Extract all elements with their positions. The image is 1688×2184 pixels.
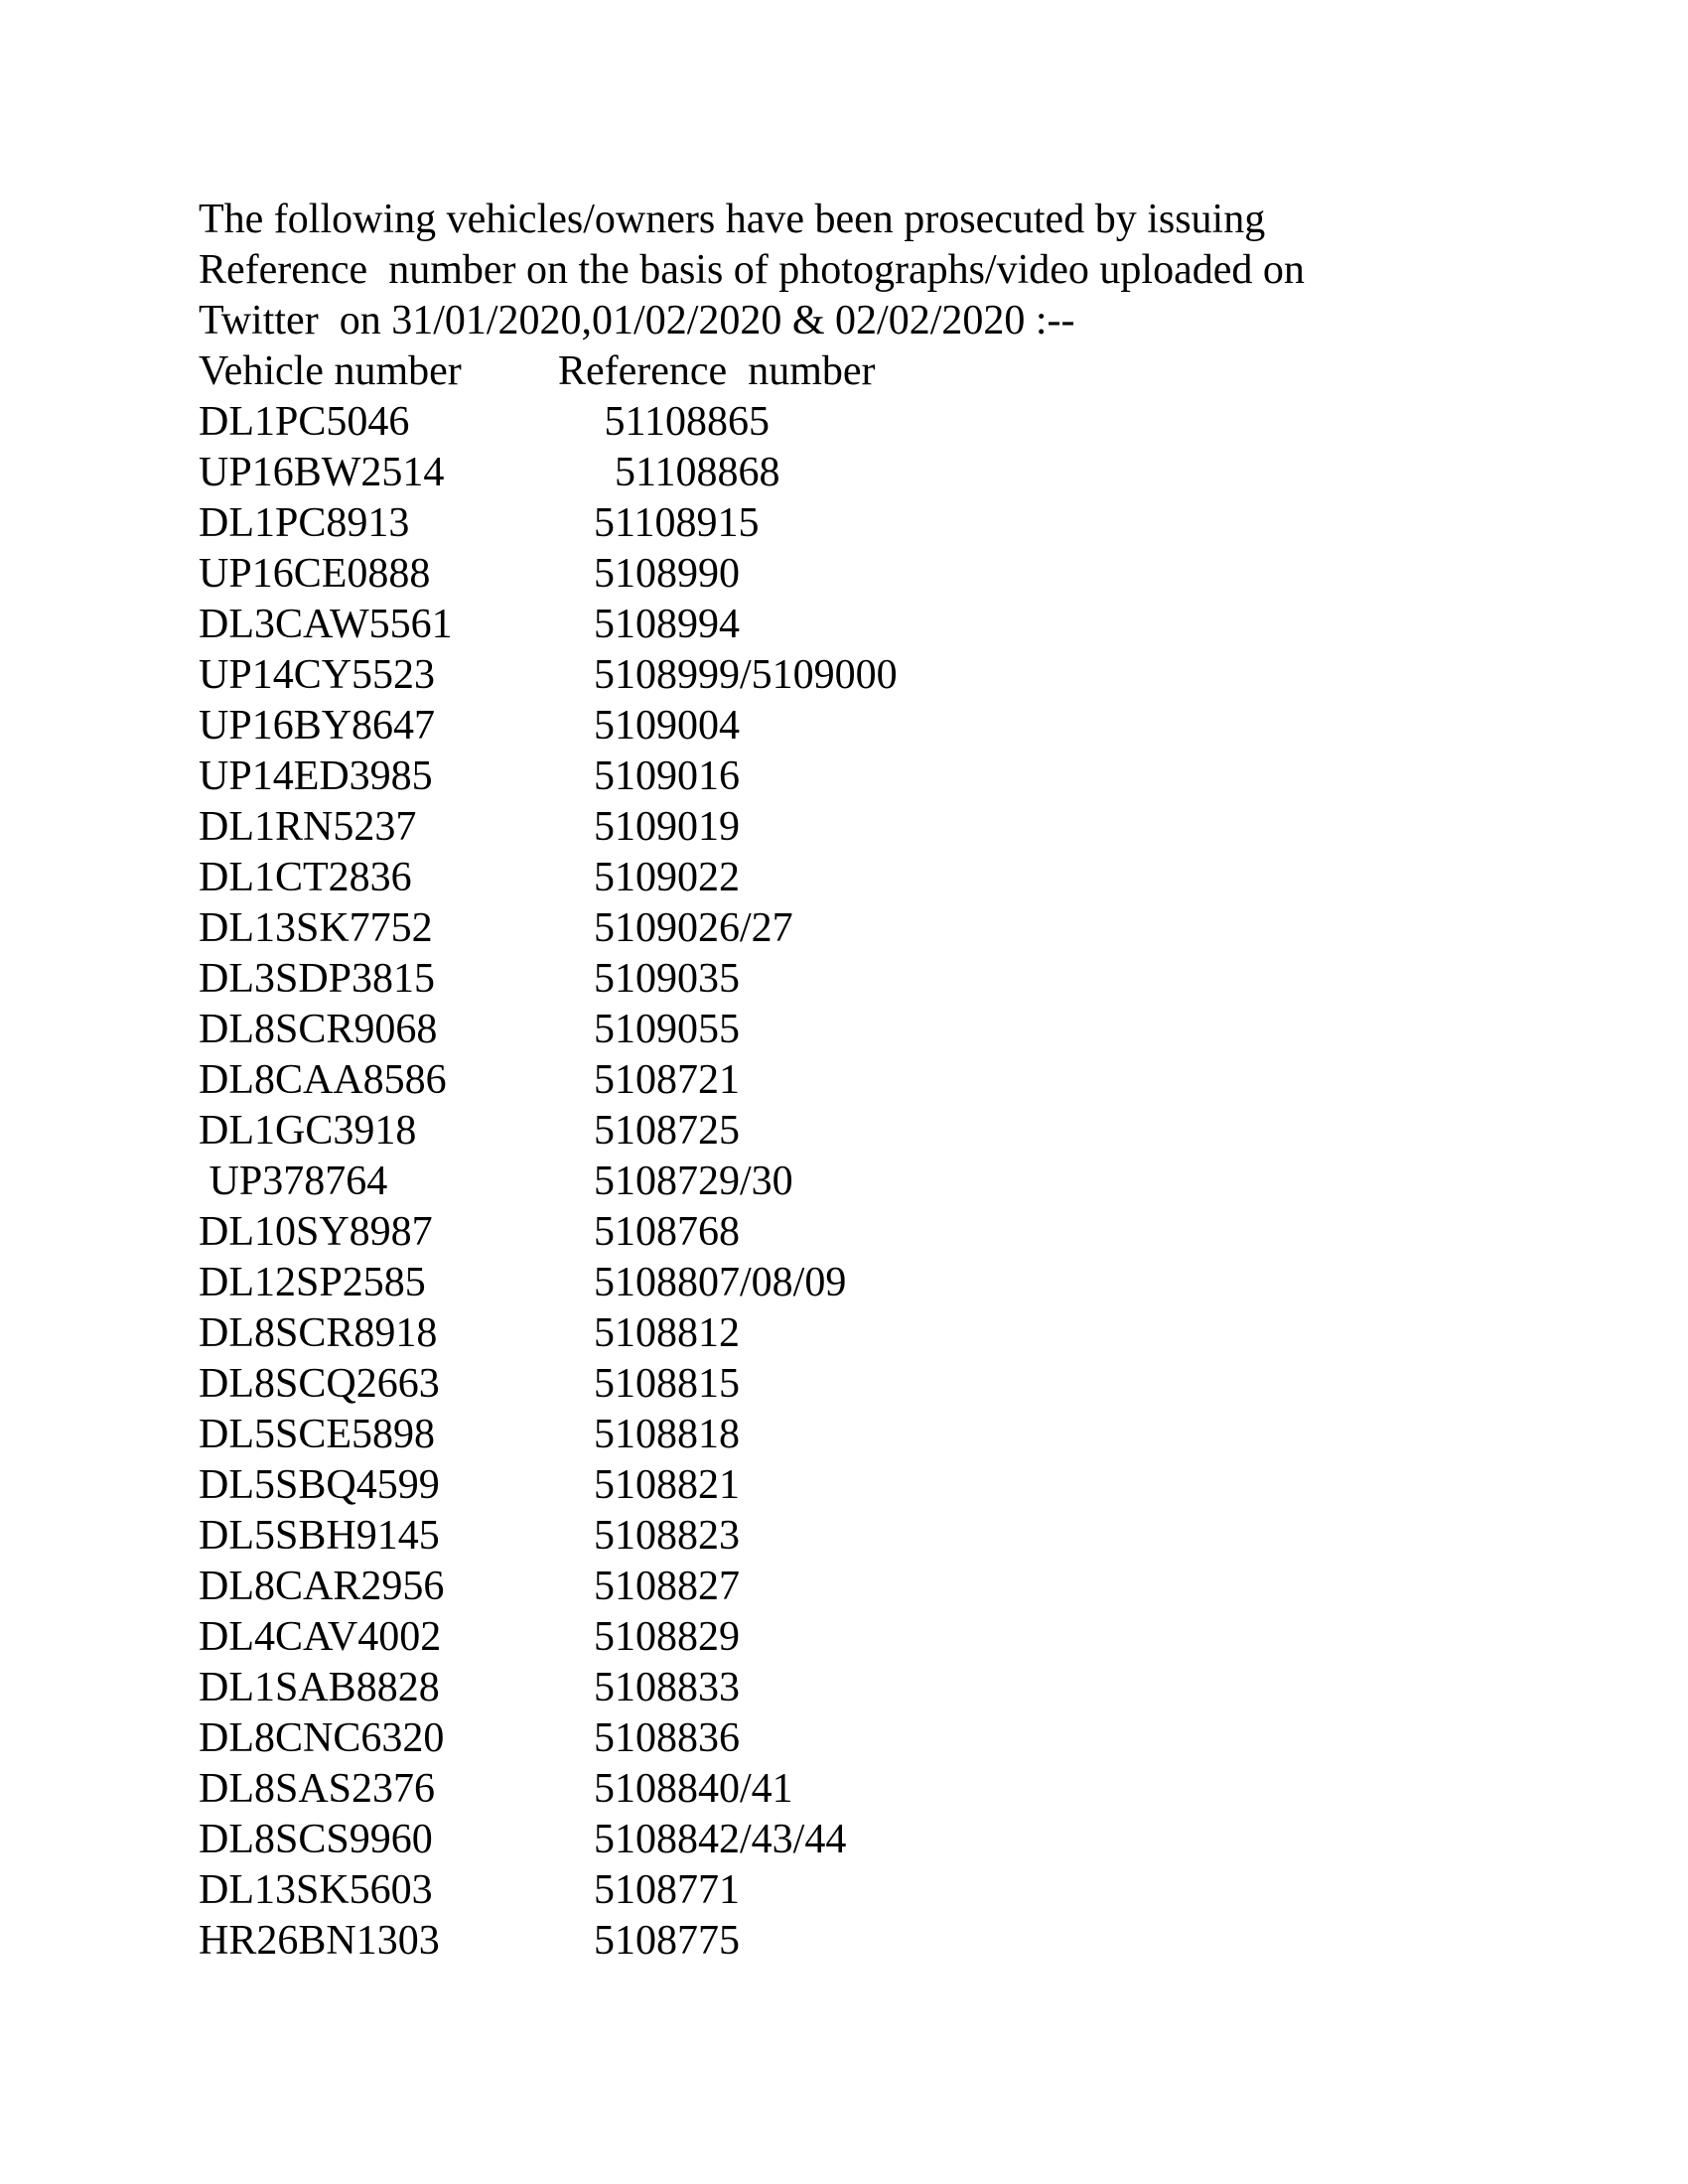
table-body: [199, 397, 898, 1967]
reference-number-cell: 5108812: [594, 1310, 740, 1356]
table-row: [199, 1410, 740, 1460]
reference-number-cell: 5108729/30: [594, 1159, 793, 1204]
reference-number-cell: 5109055: [594, 1007, 740, 1052]
vehicle-number-cell: DL3SDP3815: [199, 956, 436, 1002]
vehicle-number-cell: DL8SCQ2663: [199, 1361, 440, 1407]
reference-number-cell: 5109035: [594, 956, 740, 1002]
table-row: [199, 1916, 740, 1967]
vehicle-number-cell: DL1PC5046: [199, 399, 410, 445]
table-row: [199, 1359, 740, 1410]
vehicle-number-cell: DL8SCR8918: [199, 1310, 438, 1356]
vehicle-number-cell: DL8SCS9960: [199, 1817, 433, 1862]
table-row: [199, 1713, 740, 1764]
vehicle-number-cell: DL5SBQ4599: [199, 1462, 440, 1508]
vehicle-number-cell: DL8CAA8586: [199, 1057, 447, 1103]
reference-number-cell: 5109022: [594, 855, 740, 900]
vehicle-number-cell: UP16BY8647: [199, 703, 436, 749]
table-row: [199, 1663, 740, 1713]
header-reference-number: Reference number: [558, 348, 876, 394]
table-row: [199, 802, 740, 853]
reference-number-cell: 5109016: [594, 753, 740, 799]
reference-number-cell: 5108815: [594, 1361, 740, 1407]
reference-number-cell: 51108865: [594, 399, 770, 445]
reference-number-cell: 5109019: [594, 804, 740, 850]
vehicle-number-cell: DL8CAR2956: [199, 1564, 445, 1609]
reference-number-cell: 5108827: [594, 1564, 740, 1609]
intro-line-2: Reference number on the basis of photographs/video uploaded on: [199, 247, 1305, 293]
table-row: [199, 1612, 740, 1663]
table-row: [199, 1106, 740, 1157]
table-row: [199, 1157, 793, 1207]
reference-number-cell: 5108721: [594, 1057, 740, 1103]
reference-number-cell: 5108842/43/44: [594, 1817, 847, 1862]
vehicle-number-cell: DL13SK7752: [199, 905, 433, 951]
reference-number-cell: 5108994: [594, 602, 740, 647]
vehicle-reference-table: [199, 346, 898, 1967]
vehicle-number-cell: DL8CNC6320: [199, 1715, 445, 1761]
table-row: [199, 1562, 740, 1612]
table-row: [199, 1460, 740, 1511]
reference-number-cell: 5108833: [594, 1665, 740, 1710]
table-row: [199, 498, 760, 549]
table-row: [199, 600, 740, 650]
vehicle-number-cell: DL1SAB8828: [199, 1665, 440, 1710]
table-row: [199, 650, 898, 701]
vehicle-number-cell: UP378764: [199, 1159, 388, 1204]
table-row: [199, 701, 740, 751]
vehicle-number-cell: DL8SAS2376: [199, 1766, 436, 1812]
vehicle-number-cell: DL5SCE5898: [199, 1412, 436, 1457]
vehicle-number-cell: DL3CAW5561: [199, 602, 453, 647]
vehicle-number-cell: DL5SBH9145: [199, 1513, 440, 1559]
reference-number-cell: 5108823: [594, 1513, 740, 1559]
reference-number-cell: 5108725: [594, 1108, 740, 1154]
reference-number-cell: 5108829: [594, 1614, 740, 1660]
reference-number-cell: 5109026/27: [594, 905, 793, 951]
reference-number-cell: 51108915: [594, 500, 760, 546]
vehicle-number-cell: DL12SP2585: [199, 1260, 426, 1305]
table-row: [199, 397, 770, 448]
vehicle-number-cell: UP14CY5523: [199, 652, 436, 698]
table-header-row: [199, 346, 876, 397]
reference-number-cell: 5108771: [594, 1867, 740, 1913]
reference-number-cell: 5108768: [594, 1209, 740, 1255]
reference-number-cell: 5108821: [594, 1462, 740, 1508]
reference-number-cell: 5108836: [594, 1715, 740, 1761]
table-row: [199, 1815, 847, 1865]
vehicle-number-cell: DL13SK5603: [199, 1867, 433, 1913]
vehicle-number-cell: DL1RN5237: [199, 804, 417, 850]
table-row: [199, 1258, 847, 1308]
table-row: [199, 1865, 740, 1916]
vehicle-number-cell: DL4CAV4002: [199, 1614, 442, 1660]
intro-line-3: Twitter on 31/01/2020,01/02/2020 & 02/02/2020 :--: [199, 298, 1075, 343]
vehicle-number-cell: DL1CT2836: [199, 855, 412, 900]
reference-number-cell: 51108868: [594, 450, 780, 495]
table-row: [199, 1207, 740, 1258]
vehicle-number-cell: DL1PC8913: [199, 500, 410, 546]
table-row: [199, 549, 740, 600]
reference-number-cell: 5108990: [594, 551, 740, 597]
table-row: [199, 448, 780, 498]
header-vehicle-number: Vehicle number: [199, 348, 462, 394]
table-row: [199, 1308, 740, 1359]
table-row: [199, 954, 740, 1005]
vehicle-number-cell: HR26BN1303: [199, 1918, 440, 1964]
reference-number-cell: 5108807/08/09: [594, 1260, 847, 1305]
reference-number-cell: 5108999/5109000: [594, 652, 898, 698]
vehicle-number-cell: DL10SY8987: [199, 1209, 433, 1255]
reference-number-cell: 5108840/41: [594, 1766, 793, 1812]
vehicle-number-cell: DL1GC3918: [199, 1108, 417, 1154]
table-row: [199, 853, 740, 903]
table-row: [199, 1005, 740, 1055]
reference-number-cell: 5108775: [594, 1918, 740, 1964]
intro-paragraph: [199, 195, 1509, 346]
table-row: [199, 751, 740, 802]
intro-line-1: The following vehicles/owners have been prosecuted by issuing: [199, 197, 1266, 242]
table-row: [199, 1764, 793, 1815]
vehicle-number-cell: DL8SCR9068: [199, 1007, 438, 1052]
table-row: [199, 1511, 740, 1562]
reference-number-cell: 5108818: [594, 1412, 740, 1457]
vehicle-number-cell: UP14ED3985: [199, 753, 433, 799]
table-row: [199, 903, 793, 954]
table-row: [199, 1055, 740, 1106]
vehicle-number-cell: UP16CE0888: [199, 551, 431, 597]
reference-number-cell: 5109004: [594, 703, 740, 749]
vehicle-number-cell: UP16BW2514: [199, 450, 445, 495]
